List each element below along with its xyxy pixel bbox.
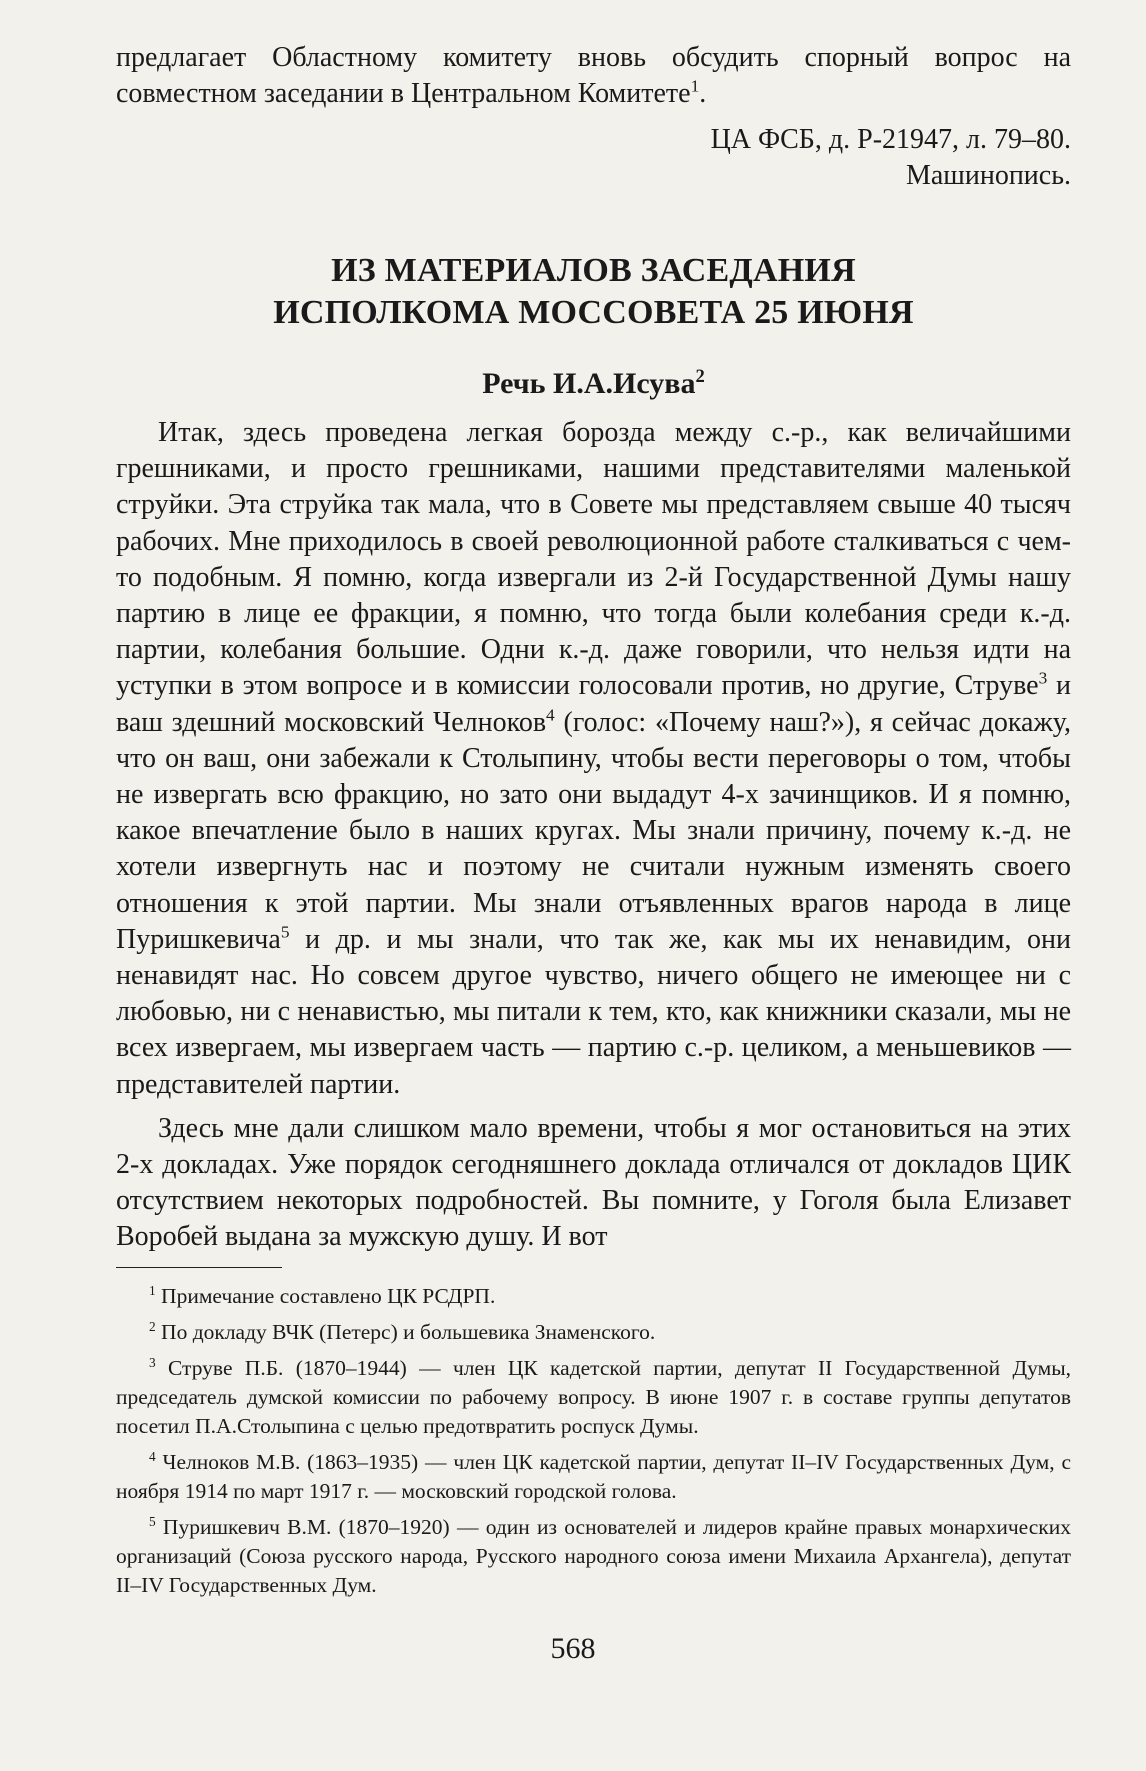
- footnote-number: 2: [149, 1318, 156, 1334]
- footnote-number: 3: [149, 1354, 156, 1370]
- text-run: (голос: «Почему наш?»), я сейчас докажу, что он ваш, они забежали к Столыпину, чтобы вести переговоры о том, чтобы не извергать всю фракцию, но зато они выдадут 4-х зачинщиков. И я помню, какое впечатление было в наших кругах. Мы знали причину, почему к.-д. не хотели извергнуть нас и поэтому не считали нужным изменять своего отношения к этой партии. Мы знали отъявленных врагов народа в лице Пуришкевича: [116, 706, 1071, 955]
- footnote-text: Челноков М.В. (1863–1935) — член ЦК кадетской партии, депутат II–IV Государственных Дум, с ноября 1914 по март 1917 г. — московский городской голова.: [116, 1450, 1071, 1503]
- speech-title: Речь И.А.Исува: [482, 367, 696, 400]
- text-run: и ваш здешний московский Челноков: [116, 670, 1072, 738]
- footnote-ref[interactable]: 4: [546, 705, 555, 725]
- footnote: [116, 1354, 1071, 1441]
- footnote: [116, 1282, 1071, 1311]
- continued-paragraph: [116, 40, 1071, 112]
- footnote-text: По докладу ВЧК (Петерс) и большевика Знаменского.: [161, 1320, 656, 1344]
- title-line-2: ИСПОЛКОМА МОССОВЕТА 25 ИЮНЯ: [273, 294, 914, 331]
- paragraph-2: Здесь мне дали слишком мало времени, чтобы я мог остановиться на этих 2-х докладах. Уже порядок сегодняшнего доклада отличался от докладов ЦИК отсутствием некоторых подробностей. Вы помните, у Гоголя была Елизавет Воробей выдана за мужскую душу. И вот: [116, 1112, 1071, 1253]
- paragraph-text: предлагает Областному комитету вновь обсудить спорный вопрос на совместном заседании в Центральном Комитете: [116, 42, 1071, 110]
- footnote: [116, 1513, 1071, 1600]
- section-title: [116, 250, 1071, 334]
- text-run: и др. и мы знали, что так же, как мы их ненавидим, они ненавидят нас. Но совсем другое чувство, ничего общего не имеющее ни с любовью, ни с ненавистью, мы питали к тем, кто, как книжники сказали, мы не всех извергаем, мы извергаем часть — партию с.-р. целиком, а меньшевиков — представителей партии.: [116, 923, 1071, 1100]
- footnote-divider: [116, 1267, 282, 1268]
- speech-body: [116, 415, 1071, 1256]
- footnote-number: 4: [149, 1448, 156, 1464]
- page-number: 568: [550, 1632, 596, 1665]
- footnote-ref[interactable]: 1: [690, 76, 700, 96]
- text-run: Итак, здесь проведена легкая борозда между с.-р., как величайшими грешниками, и просто грешниками, нашими представителями маленькой струйки. Эта струйка так мала, что в Совете мы представляем свыше 40 тысяч рабочих. Мне приходилось в своей революционной работе сталкиваться с чем-то подобным. Я помню, когда извергали из 2-й Государственной Думы нашу партию в лице ее фракции, я помню, что тогда были колебания среди к.-д. партии, колебания большие. Одни к.-д. даже говорили, что нельзя идти на уступки в этом вопросе и в комиссии голосовали против, но другие, Струве: [116, 417, 1071, 702]
- footnotes: [116, 1282, 1071, 1607]
- footnote-ref[interactable]: 2: [695, 366, 705, 387]
- footnote-ref[interactable]: 3: [1038, 669, 1048, 689]
- footnote: [116, 1448, 1071, 1506]
- archive-source: [711, 122, 1071, 194]
- footnote-number: 1: [149, 1282, 156, 1298]
- footnote-text: Струве П.Б. (1870–1944) — член ЦК кадетской партии, депутат II Государственной Думы, председатель думской комиссии по рабочему вопросу. В июне 1907 г. в составе группы депутатов посетил П.А.Столыпина с целью предотвратить роспуск Думы.: [116, 1356, 1072, 1438]
- footnote-text: Пуришкевич В.М. (1870–1920) — один из основателей и лидеров крайне правых монархических организаций (Союза русского народа, Русского народного союза имени Михаила Архангела), депутат II–IV Государственных Дум.: [116, 1515, 1071, 1597]
- source-type: Машинопись.: [905, 160, 1071, 191]
- paragraph-1: [116, 415, 1071, 1103]
- source-reference: ЦА ФСБ, д. Р-21947, л. 79–80.: [710, 124, 1071, 155]
- paragraph: [116, 40, 1071, 112]
- footnote-number: 5: [149, 1513, 156, 1529]
- title-line-1: ИЗ МАТЕРИАЛОВ ЗАСЕДАНИЯ: [331, 252, 856, 289]
- footnote-ref[interactable]: 5: [280, 922, 290, 942]
- footnote-text: Примечание составлено ЦК РСДРП.: [161, 1284, 496, 1308]
- speech-heading: [116, 366, 1071, 402]
- footnote: [116, 1318, 1071, 1347]
- paragraph-end: .: [699, 78, 707, 110]
